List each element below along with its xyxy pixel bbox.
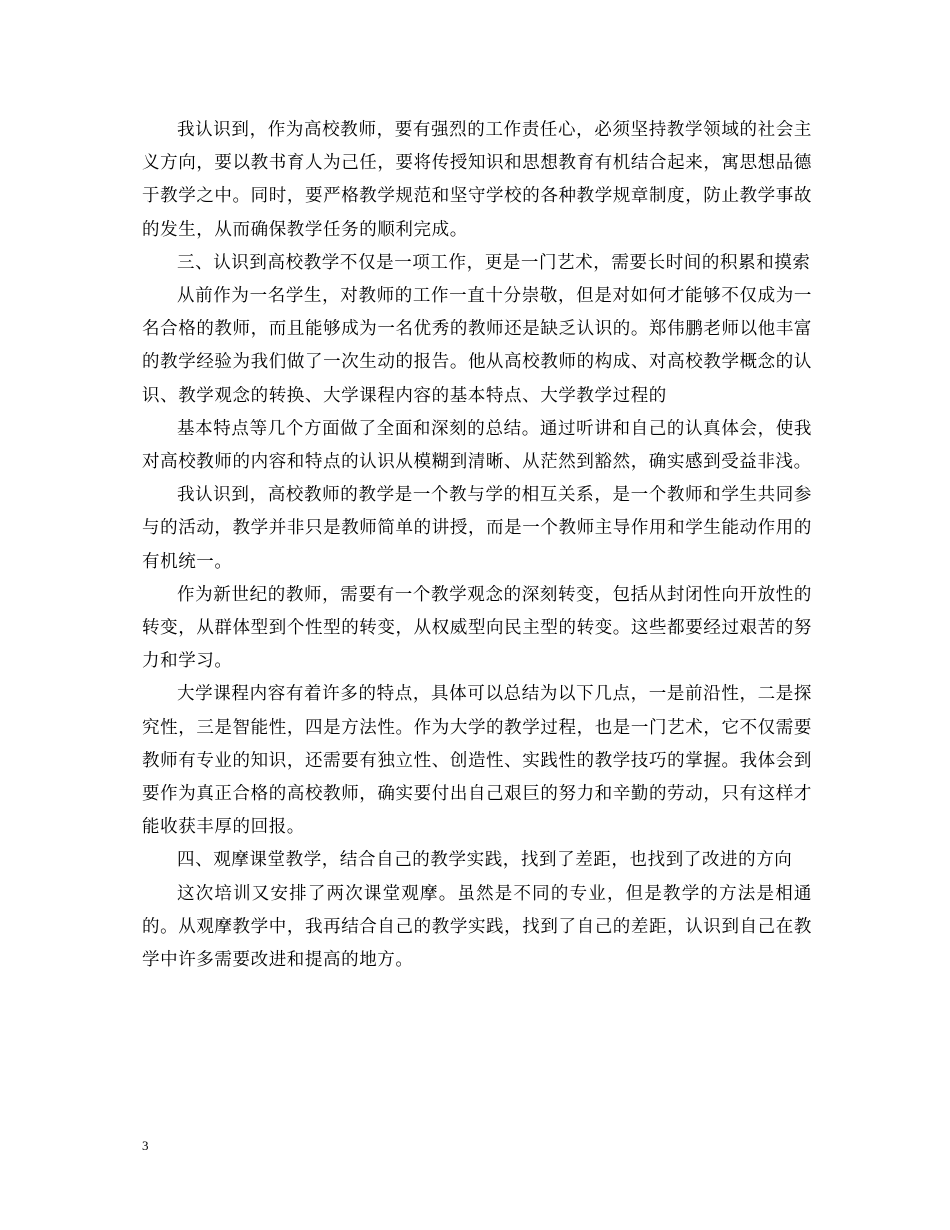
page-number: 3 (142, 1138, 149, 1153)
paragraph-summary: 基本特点等几个方面做了全面和深刻的总结。通过听讲和自己的认真体会，使我对高校教师的内容和特点的认识从模糊到清晰、从茫然到豁然，确实感到受益非浅。 (142, 418, 812, 473)
section-heading-four: 四、观摩课堂教学，结合自己的教学实践，找到了差距，也找到了改进的方向 (177, 850, 793, 871)
paragraph-course-features: 大学课程内容有着许多的特点，具体可以总结为以下几点，一是前沿性，二是探究性，三是智能性，四是方法性。作为大学的教学过程，也是一门艺术，它不仅需要教师有专业的知识，还需要有独立性、创造性、实践性的教学技巧的掌握。我体会到要作为真正合格的高校教师，确实要付出自己艰巨的努力和辛勤的劳动，只有这样才能收获丰厚的回报。 (142, 684, 812, 838)
paragraph-teaching-relationship: 我认识到，高校教师的教学是一个教与学的相互关系，是一个教师和学生共同参与的活动，教学并非只是教师简单的讲授，而是一个教师主导作用和学生能动作用的有机统一。 (142, 485, 812, 572)
paragraph-responsibility: 我认识到，作为高校教师，要有强烈的工作责任心，必须坚持教学领域的社会主义方向，要以教书育人为己任，要将传授知识和思想教育有机结合起来，寓思想品德于教学之中。同时，要严格教学规范和坚守学校的各种教学规章制度，防止教学事故的发生，从而确保教学任务的顺利完成。 (142, 120, 812, 240)
paragraph-observation: 这次培训又安排了两次课堂观摩。虽然是不同的专业，但是教学的方法是相通的。从观摩教学中，我再结合自己的教学实践，找到了自己的差距，认识到自己在教学中许多需要改进和提高的地方。 (142, 883, 812, 971)
section-heading-three: 三、认识到高校教学不仅是一项工作，更是一门艺术，需要长时间的积累和摸索 (177, 252, 811, 273)
paragraph-new-century: 作为新世纪的教师，需要有一个教学观念的深刻转变，包括从封闭性向开放性的转变，从群体型到个性型的转变，从权威型向民主型的转变。这些都要经过艰苦的努力和学习。 (142, 584, 812, 672)
document-body (142, 114, 812, 977)
paragraph-former-student: 从前作为一名学生，对教师的工作一直十分崇敬，但是对如何才能够不仅成为一名合格的教师，而且能够成为一名优秀的教师还是缺乏认识的。郑伟鹏老师以他丰富的教学经验为我们做了一次生动的报告。他从高校教师的构成、对高校教学概念的认识、教学观念的转换、大学课程内容的基本特点、大学教学过程的 (142, 286, 812, 406)
